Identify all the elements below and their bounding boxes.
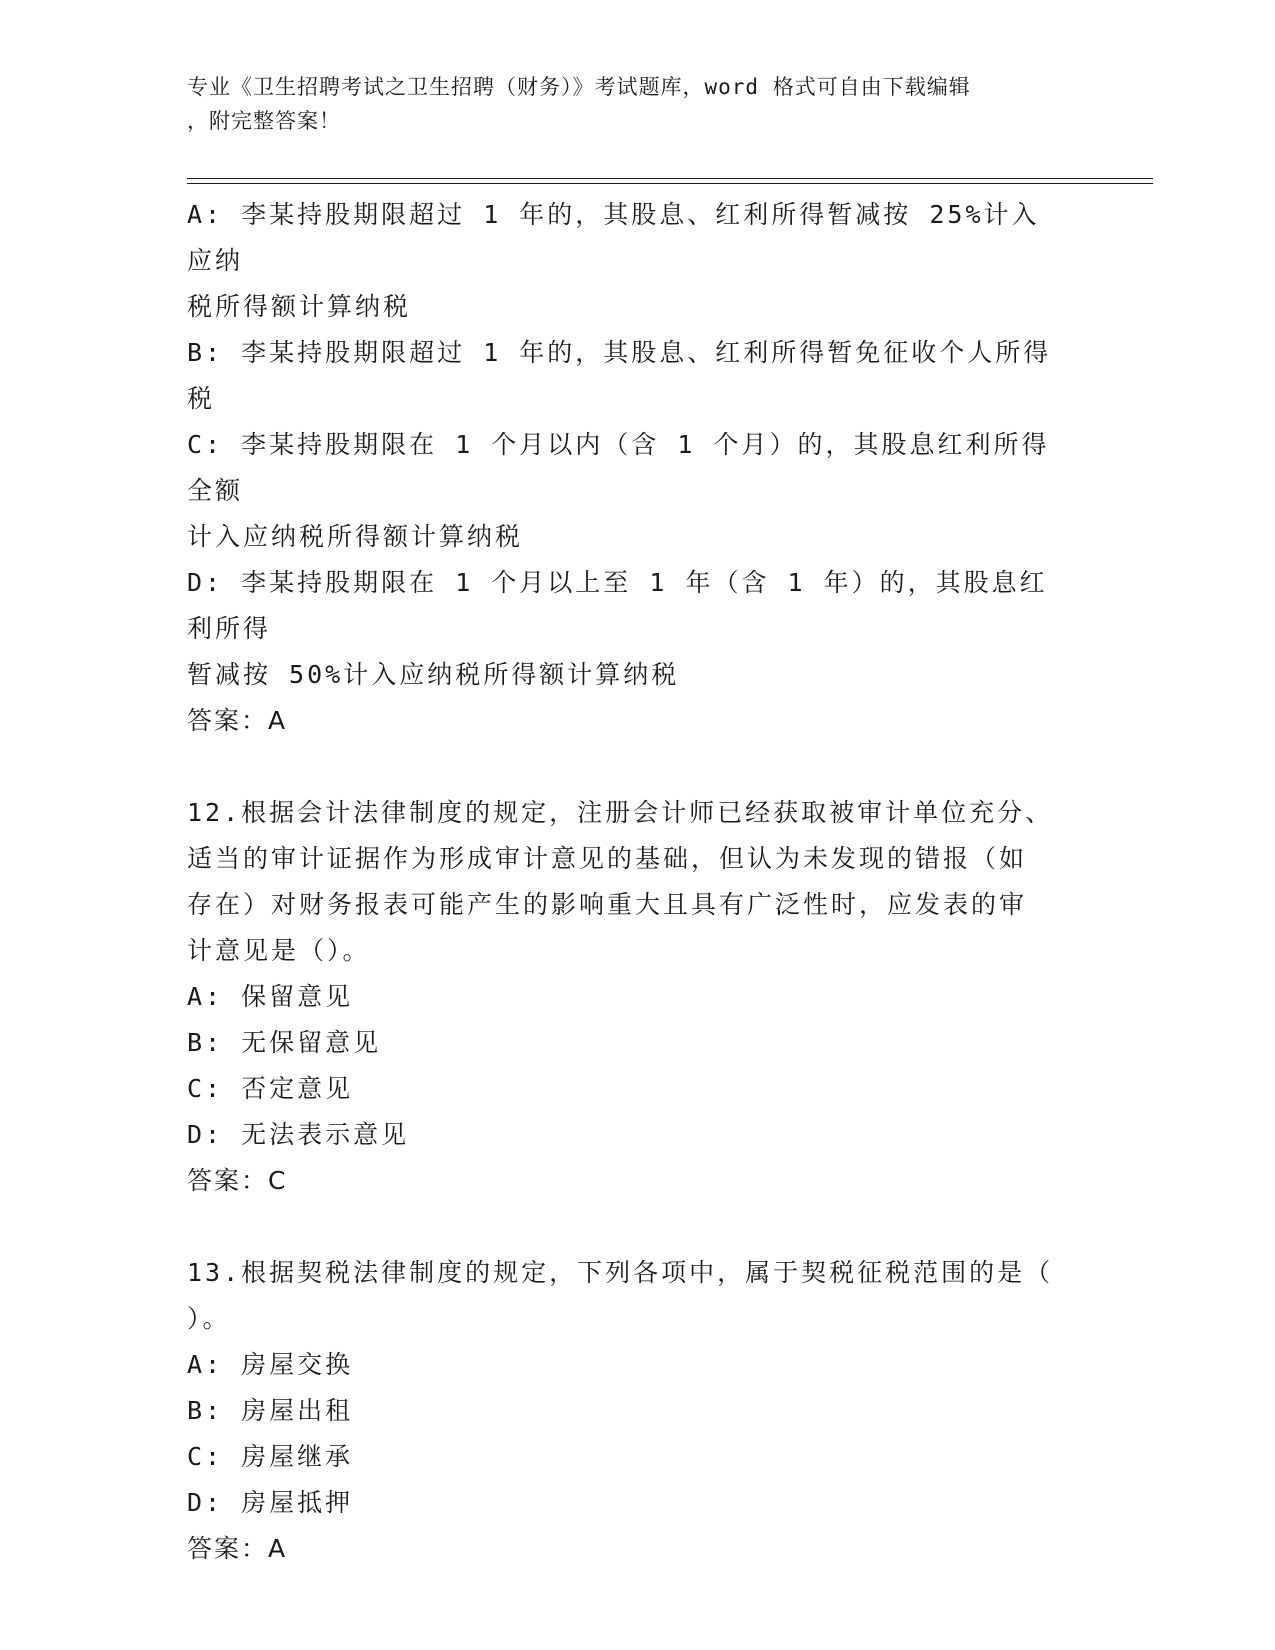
question-11 (187, 192, 1067, 744)
question-13-stem (187, 1250, 1067, 1342)
question-13-option-d: D: 房屋抵押 (187, 1488, 354, 1517)
option-line: D: 李某持股期限在 1 个月以上至 1 年（含 1 年）的，其股息红利所得 (187, 568, 1048, 643)
stem-line: 适当的审计证据作为形成审计意见的基础，但认为未发现的错报（如 (187, 844, 1028, 873)
spacer (187, 744, 1067, 790)
option-line: C: 李某持股期限在 1 个月以内（含 1 个月）的，其股息红利所得全额 (187, 430, 1050, 505)
question-11-option-a (187, 192, 1067, 330)
question-11-answer: 答案：A (187, 706, 288, 735)
option-line: A: 李某持股期限超过 1 年的，其股息、红利所得暂减按 25%计入应纳 (187, 200, 1040, 275)
stem-line: 计意见是（）。 (187, 936, 371, 965)
stem-line: 12.根据会计法律制度的规定，注册会计师已经获取被审计单位充分、 (187, 798, 1054, 827)
question-12-option-b: B: 无保留意见 (187, 1028, 382, 1057)
stem-line: 13.根据契税法律制度的规定，下列各项中，属于契税征税范围的是（ (187, 1258, 1054, 1287)
question-12-option-c: C: 否定意见 (187, 1074, 354, 1103)
question-11-option-d (187, 560, 1067, 698)
question-11-option-b (187, 330, 1067, 422)
spacer (187, 1204, 1067, 1250)
question-12-stem (187, 790, 1067, 974)
header-divider-top (187, 178, 1153, 179)
question-13-answer: 答案：A (187, 1534, 288, 1563)
document-header (187, 70, 1067, 138)
question-13-option-b: B: 房屋出租 (187, 1396, 354, 1425)
question-12 (187, 790, 1067, 1204)
question-12-option-d: D: 无法表示意见 (187, 1120, 410, 1149)
header-line-2: ，附完整答案！ (187, 109, 341, 133)
question-13-option-a: A: 房屋交换 (187, 1350, 354, 1379)
question-13 (187, 1250, 1067, 1572)
header-divider-bottom (187, 183, 1153, 184)
question-11-option-c (187, 422, 1067, 560)
option-line: 暂减按 50%计入应纳税所得额计算纳税 (187, 660, 680, 689)
question-13-option-c: C: 房屋继承 (187, 1442, 354, 1471)
header-line-1: 专业《卫生招聘考试之卫生招聘（财务）》考试题库，word 格式可自由下载编辑 (187, 75, 971, 99)
document-body (187, 192, 1067, 1572)
option-line: B: 李某持股期限超过 1 年的，其股息、红利所得暂免征收个人所得税 (187, 338, 1052, 413)
option-line: 计入应纳税所得额计算纳税 (187, 522, 524, 551)
option-line: 税所得额计算纳税 (187, 292, 412, 321)
stem-line: 存在）对财务报表可能产生的影响重大且具有广泛性时，应发表的审 (187, 890, 1028, 919)
question-12-option-a: A: 保留意见 (187, 982, 354, 1011)
stem-line: ）。 (187, 1304, 231, 1333)
question-12-answer: 答案：C (187, 1166, 288, 1195)
